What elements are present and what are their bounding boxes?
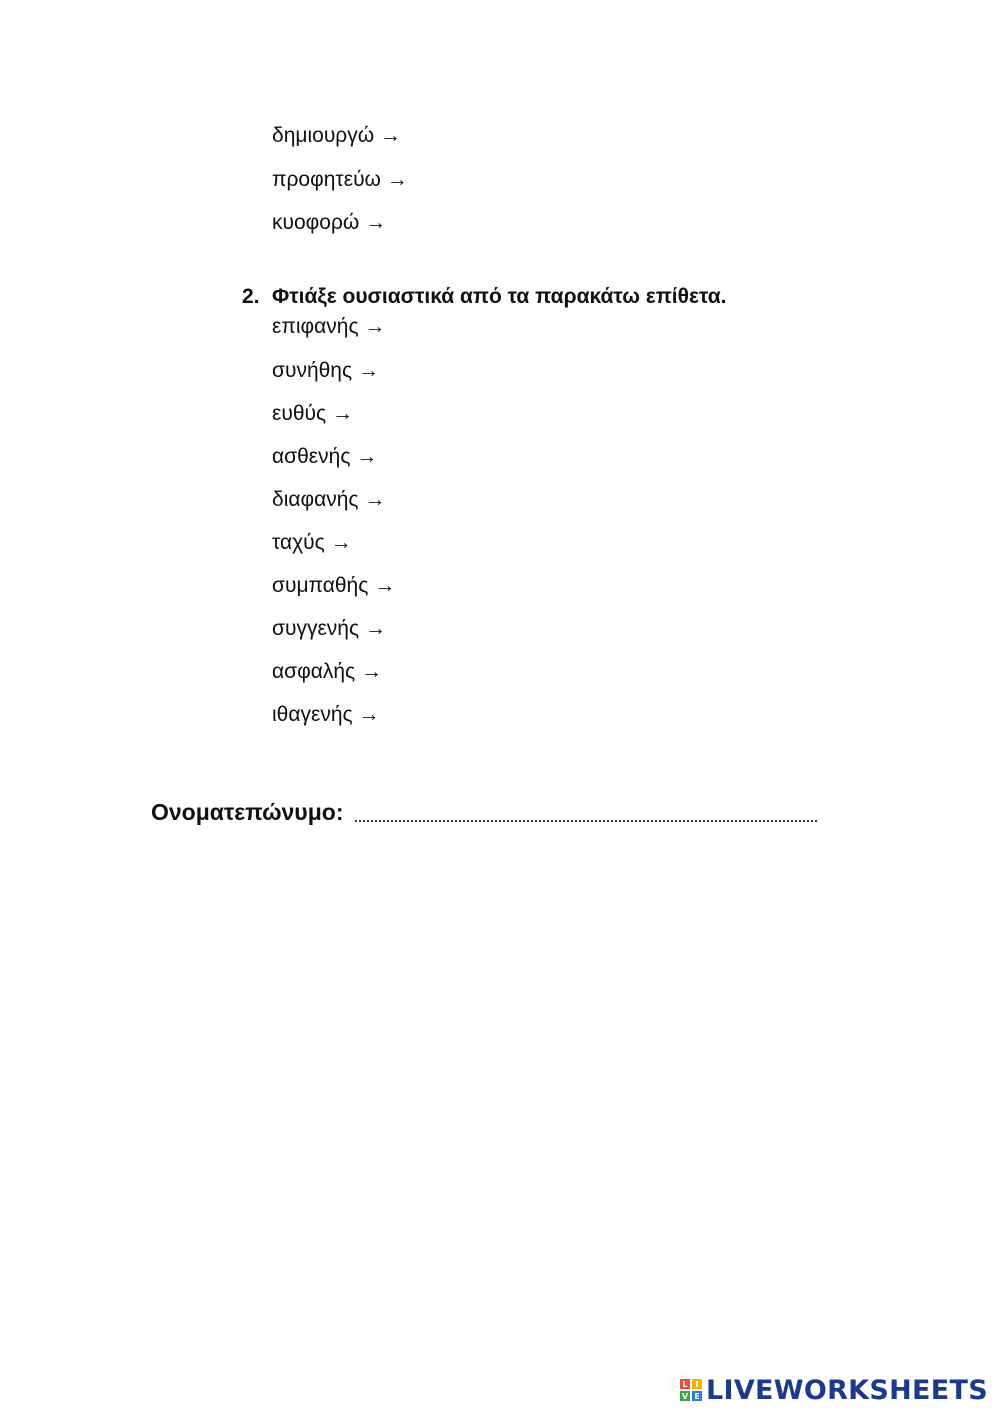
word-item: προφητεύω → [272,168,408,191]
liveworksheets-logo [680,1373,988,1407]
word-item: συνήθης → [272,359,379,382]
word-item: ταχύς → [272,531,352,554]
logo-mark-cell: I [692,1379,702,1389]
word-item: ασφαλής → [272,660,382,683]
logo-mark-cell: L [680,1379,690,1389]
word-item: συγγενής → [272,617,386,640]
word-item: ευθύς → [272,402,353,425]
word-item: επιφανής → [272,315,386,338]
word-item: ασθενής → [272,445,378,468]
question-text: Φτιάξε ουσιαστικά από τα παρακάτω επίθετα. [272,285,727,308]
word-item: δημιουργώ → [272,124,401,147]
logo-mark-icon [680,1379,702,1401]
word-item: ιθαγενής → [272,703,380,726]
name-field-line[interactable] [355,820,817,822]
question-number: 2. [242,285,260,308]
word-item: συμπαθής → [272,574,396,597]
logo-text: LIVEWORKSHEETS [705,1374,988,1406]
word-item: κυοφορώ → [272,211,387,234]
word-item: διαφανής → [272,488,386,511]
logo-mark-cell: V [681,1391,689,1401]
logo-mark-cell: E [692,1391,702,1401]
name-field-label: Ονοματεπώνυμο: [151,799,344,825]
